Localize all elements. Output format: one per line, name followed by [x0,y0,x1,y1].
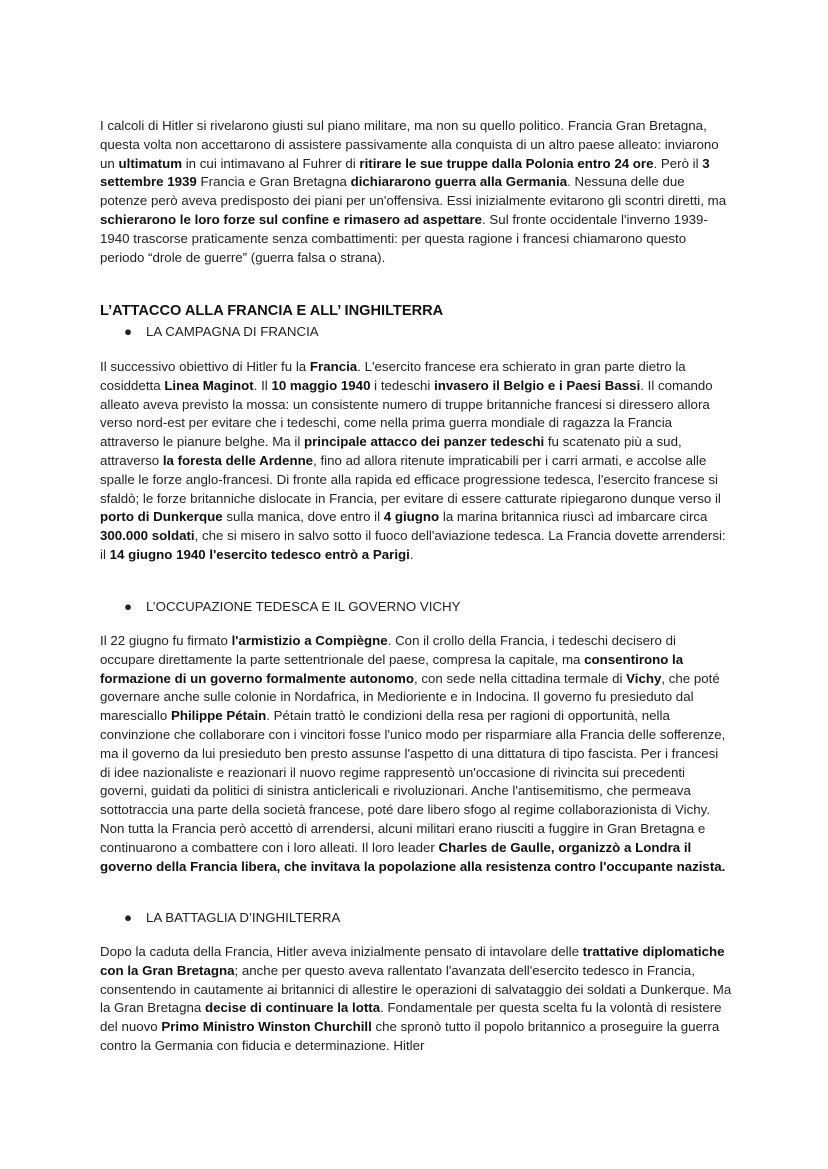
bold-text: porto di Dunkerque [100,509,223,525]
vichy-paragraph [100,632,732,876]
text: Francia e Gran Bretagna [196,174,351,190]
bold-text: 4 giugno [383,509,440,525]
bold-text: Primo Ministro Winston Churchill [161,1019,372,1035]
bold-text: Francia [309,359,358,374]
text: . Però il [653,155,703,171]
text: i tedeschi [370,377,435,393]
text: . [409,546,414,562]
intro-paragraph [100,117,732,267]
bold-text: l'armistizio a Compiègne [231,633,388,648]
bold-text: Charles de Gaulle, organizzò a Londra il governo della Francia libera, che invitava la popolazione alla resistenza contro l'occupante nazista. [100,839,726,874]
text: Il 22 giugno fu firmato [100,633,232,648]
bullet-dot-icon: ● [124,910,133,925]
text: , fino ad allora ritenute impraticabili per i carri armati, e accolse alle spalle le forze anglo-francesi. Di fronte alla rapida ed efficace progressione tedesca, l'esercito francese si sfaldò; le forze britanniche dislocate in Francia, per evitare di essere catturate ripiegarono dunque verso il [100,452,721,506]
bold-text: trattative diplomatiche con la Gran Bretagna [100,944,725,978]
text: in cui intimavano al Fuhrer di [182,155,360,171]
text: che spronò tutto il popolo britannico a proseguire la guerra contro la Germania con fiducia e determinazione. Hitler [100,1019,720,1053]
bold-text: ritirare le sue truppe dalla Polonia entro 24 ore [359,155,654,171]
text: Dopo la caduta della Francia, Hitler aveva inizialmente pensato di intavolare delle [100,944,583,959]
text: . L'esercito francese era schierato in gran parte dietro la cosiddetta [100,359,686,393]
bold-text: principale attacco dei panzer tedeschi [304,434,545,450]
bold-text: invasero il Belgio e i Paesi Bassi [434,377,641,393]
text: . Con il crollo della Francia, i tedeschi decisero di occupare direttamente la parte settentrionale del paese, compresa la capitale, ma [100,633,676,667]
bold-text: 300.000 soldati [100,528,195,544]
text: . Il comando alleato aveva previsto la mossa: un consistente numero di truppe britanniche francesi si diressero allora verso nord-est per evitare che i tedeschi, come nella prima guerra mondiale di ragazza la Francia attraverso le pianure belghe. Ma il [100,377,713,450]
bold-text: la foresta delle Ardenne [162,452,314,468]
bullet-label: LA CAMPAGNA DI FRANCIA [146,324,319,339]
text: . Sul fronte occidentale l'inverno 1939-1940 trascorse praticamente senza combattimenti: per questa ragione i francesi chiamarono questo periodo “drole de guerre” (guerra falsa o strana). [100,211,708,265]
text: . Pétain trattò le condizioni della resa per ragioni di opportunità, nella convinzione che collaborare con i vincitori fosse l'unico modo per risparmiare alla Francia delle sofferenze, ma il governo da lui presieduto ben presto assunse l'aspetto di una dittatura di tipo fascista. Per i francesi di idee nazionaliste e reazionari il nuovo regime rappresentò un'occasione di rivincita sui precedenti governi, guidati da politici di sinistra anticlericali e rivoluzionari. Anche l'antisemitismo, che permeava sottotraccia una parte della società francese, poté dare libero sfogo al regime collaborazionista di Vichy. Non tutta la Francia però accettò di arrendersi, alcuni militari erano riusciti a fuggire in Gran Bretagna e continuarono a combattere con i loro alleati. Il loro leader [100,708,726,855]
bold-text: schierarono le loro forze sul confine e rimasero ad aspettare [100,211,483,227]
text: . Fondamentale per questa scelta fu la volontà di resistere del nuovo [100,1000,722,1035]
bold-text: Linea Maginot [164,377,254,393]
bullet-battaglia [124,910,340,925]
battaglia-paragraph [100,943,732,1056]
text: . Il [253,377,272,393]
text: , che poté governare anche sulle colonie in Nordafrica, in Medioriente e in Indocina. Il governo fu presieduto dal maresciallo [100,670,720,724]
bold-text: Vichy [626,670,662,686]
bold-text: 3 settembre 1939 [100,155,710,190]
text: sulla manica, dove entro il [222,509,384,525]
bold-text: dichiararono guerra alla Germania [350,174,568,190]
bold-text: decise di continuare la lotta [204,1000,381,1016]
bullet-dot-icon: ● [124,324,133,339]
bold-text: Philippe Pétain [170,708,267,724]
bold-text: 10 maggio 1940 [271,377,371,393]
bold-text: ultimatum [118,155,183,171]
bullet-campagna [124,324,319,339]
text: la marina britannica riuscì ad imbarcare circa [439,509,708,525]
text: , che si misero in salvo sotto il fuoco dell'aviazione tedesca. La Francia dovette arrendersi: il [100,528,726,562]
bullet-label: L’OCCUPAZIONE TEDESCA E IL GOVERNO VICHY [146,599,461,614]
bullet-dot-icon: ● [124,599,133,614]
bullet-occupazione [124,599,461,614]
bold-text: 14 giugno 1940 l'esercito tedesco entrò a Parigi [109,546,410,562]
section-title: L’ATTACCO ALLA FRANCIA E ALL’ INGHILTERRA [100,303,444,319]
text: I calcoli di Hitler si rivelarono giusti sul piano militare, ma non su quello politico. Francia Gran Bretagna, questa volta non accettarono di assistere passivamente alla conquista di un altro paese alleato: inviarono un [100,118,719,171]
bold-text: consentirono la formazione di un governo formalmente autonomo [100,651,684,686]
text: Il successivo obiettivo di Hitler fu la [100,359,310,374]
text: fu scatenato più a sud, attraverso [100,434,682,468]
campagna-paragraph [100,358,732,565]
text: ; anche per questo aveva rallentato l'avanzata dell'esercito tedesco in Francia, consentendo in cautamente ai britannici di allestire le operazioni di salvataggio dei soldati a Dunkerque. Ma la Gran Bretagna [100,962,732,1016]
text: . Nessuna delle due potenze però aveva predisposto dei piani per un'offensiva. Essi inizialmente evitarono gli scontri diretti, ma [100,174,727,209]
text: , con sede nella cittadina termale di [413,670,627,686]
bullet-label: LA BATTAGLIA D’INGHILTERRA [146,910,341,925]
